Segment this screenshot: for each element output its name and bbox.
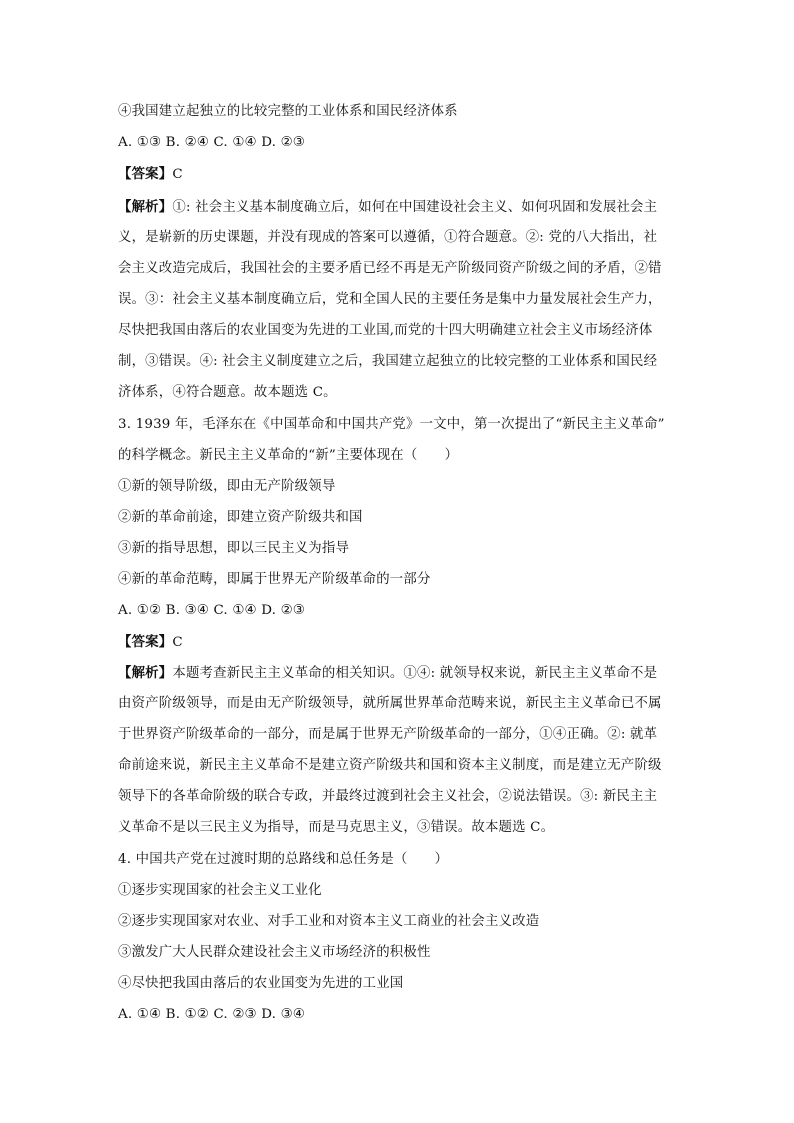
q2-analysis-line-6: 制，③错误。④: 社会主义制度建立之后，我国建立起独立的比较完整的工业体系和国民经 (118, 354, 658, 369)
q4-option-2: ②逐步实现国家对农业、对手工业和对资本主义工商业的社会主义改造 (118, 914, 540, 929)
q2-analysis-line-4: 误。③：社会主义基本制度确立后，党和全国人民的主要任务是集中力量发展社会生产力， (118, 292, 662, 307)
answer-value: C (172, 635, 183, 650)
q3-choices: A. ①② B. ③④ C. ①④ D. ②③ (118, 603, 305, 618)
q2-analysis-line-1 (118, 197, 657, 218)
q3-analysis-line-5: 领导下的各革命阶级的联合专政，并最终过渡到社会主义社会，②说法错误。③: 新民主主 (118, 789, 658, 804)
q4-option-4: ④尽快把我国由落后的农业国变为先进的工业国 (118, 976, 404, 991)
q3-option-2: ②新的革命前途，即建立资产阶级共和国 (118, 510, 363, 525)
q3-stem-line-1: 3. 1939 年，毛泽东在《中国革命和中国共产党》一文中，第一次提出了“新民主主义革命” (118, 417, 665, 432)
q2-analysis-line-3: 会主义改造完成后，我国社会的主要矛盾已经不再是无产阶级同资产阶级之间的矛盾，②错 (118, 261, 662, 276)
answer-label: 【答案】 (118, 634, 173, 650)
q2-analysis-line-5: 尽快把我国由落后的农业国变为先进的工业国,而党的十四大明确建立社会主义市场经济体 (118, 323, 653, 338)
q3-option-3: ③新的指导思想，即以三民主义为指导 (118, 541, 350, 556)
q4-stem: 4. 中国共产党在过渡时期的总路线和总任务是（ ） (118, 852, 449, 867)
analysis-label: 【解析】 (118, 665, 173, 681)
q2-option-4: ④我国建立起独立的比较完整的工业体系和国民经济体系 (118, 104, 458, 119)
q4-option-1: ①逐步实现国家的社会主义工业化 (118, 883, 322, 898)
q4-option-3: ③激发广大人民群众建设社会主义市场经济的积极性 (118, 945, 431, 960)
analysis-label: 【解析】 (118, 199, 173, 215)
q2-answer (118, 164, 183, 185)
answer-value: C (172, 167, 183, 182)
q3-analysis-line-3: 于世界资产阶级革命的一部分，而是属于世界无产阶级革命的一部分，①④正确。②: 就革 (118, 727, 658, 742)
answer-label: 【答案】 (118, 166, 173, 182)
analysis-text: ①: 社会主义基本制度确立后，如何在中国建设社会主义、如何巩固和发展社会主 (172, 200, 658, 215)
q3-option-1: ①新的领导阶级，即由无产阶级领导 (118, 479, 336, 494)
q3-analysis-line-4: 命前途来说，新民主主义革命不是建立资产阶级共和国和资本主义制度，而是建立无产阶级 (118, 758, 662, 773)
q3-answer (118, 632, 183, 653)
q2-analysis-line-7: 济体系，④符合题意。故本题选 C。 (118, 385, 337, 400)
analysis-text: 本题考查新民主主义革命的相关知识。①④: 就领导权来说，新民主主义革命不是 (172, 666, 658, 681)
q2-choices: A. ①③ B. ②④ C. ①④ D. ②③ (118, 135, 305, 150)
q2-analysis-line-2: 义，是崭新的历史课题，并没有现成的答案可以遵循，①符合题意。②: 党的八大指出，社 (118, 230, 658, 245)
q3-analysis-line-2: 由资产阶级领导，而是由无产阶级领导，就所属世界革命范畴来说，新民主主义革命已不属 (118, 696, 662, 711)
q3-option-4: ④新的革命范畴，即属于世界无产阶级革命的一部分 (118, 572, 431, 587)
q4-choices: A. ①④ B. ①② C. ②③ D. ③④ (118, 1007, 305, 1022)
q3-stem-line-2: 的科学概念。新民主主义革命的“新”主要体现在（ ） (118, 448, 459, 463)
q3-analysis-line-6: 义革命不是以三民主义为指导，而是马克思主义，③错误。故本题选 C。 (118, 820, 555, 835)
q3-analysis-line-1 (118, 663, 657, 684)
